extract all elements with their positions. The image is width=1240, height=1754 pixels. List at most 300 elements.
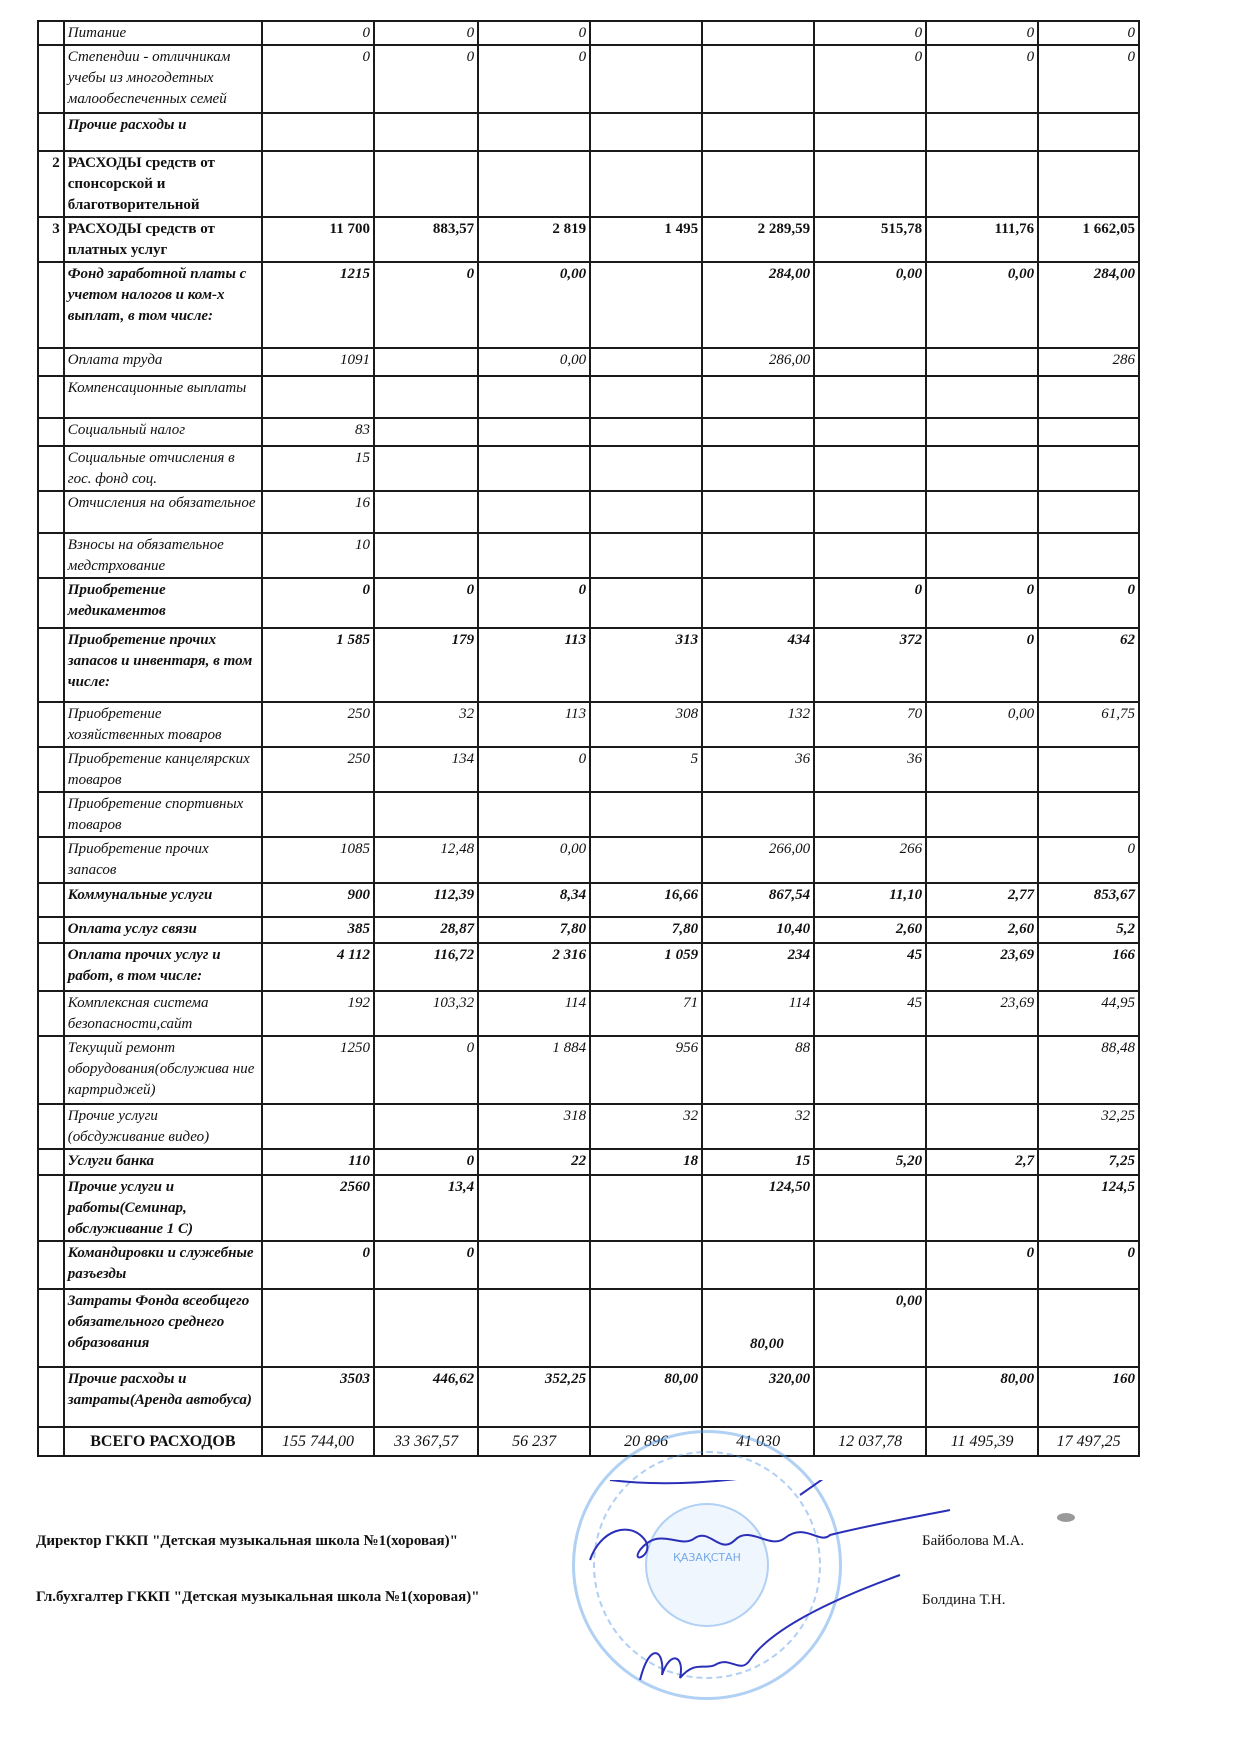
- cell-value: 71: [590, 991, 702, 1036]
- row-label: Приобретение прочих запасов: [64, 837, 262, 883]
- table-row: [38, 418, 1139, 446]
- cell-value: [926, 113, 1038, 151]
- cell-value: 0: [926, 45, 1038, 113]
- cell-value: [374, 491, 478, 533]
- cell-value: [262, 376, 374, 418]
- cell-value: 7,80: [590, 917, 702, 943]
- cell-value: [926, 491, 1038, 533]
- cell-value: 308: [590, 702, 702, 747]
- cell-value: 0: [814, 45, 926, 113]
- cell-value: 83: [262, 418, 374, 446]
- row-number: [38, 113, 64, 151]
- table-row: [38, 1104, 1139, 1149]
- cell-value: 0,00: [478, 262, 590, 348]
- cell-value: 0: [926, 628, 1038, 702]
- cell-value: 515,78: [814, 217, 926, 262]
- cell-value: 0: [262, 21, 374, 45]
- cell-value: 32: [702, 1104, 814, 1149]
- cell-value: [814, 348, 926, 376]
- cell-value: [814, 491, 926, 533]
- cell-value: [590, 837, 702, 883]
- cell-value: [262, 1104, 374, 1149]
- cell-value: [590, 418, 702, 446]
- cell-value: 36: [702, 747, 814, 792]
- cell-value: [590, 21, 702, 45]
- cell-value: [590, 792, 702, 837]
- cell-value: 0: [1038, 1241, 1139, 1289]
- cell-value: 18: [590, 1149, 702, 1175]
- cell-value: 883,57: [374, 217, 478, 262]
- cell-value: 10,40: [702, 917, 814, 943]
- cell-value: 32,25: [1038, 1104, 1139, 1149]
- row-number: [38, 1367, 64, 1427]
- cell-value: [814, 151, 926, 217]
- cell-value: [1038, 446, 1139, 491]
- row-number: [38, 1036, 64, 1104]
- cell-value: [374, 792, 478, 837]
- cell-value: [702, 491, 814, 533]
- table-row: [38, 1036, 1139, 1104]
- cell-value: 0: [262, 45, 374, 113]
- cell-value: 1 059: [590, 943, 702, 991]
- cell-value: 266,00: [702, 837, 814, 883]
- cell-value: 0,00: [814, 262, 926, 348]
- row-label: Текущий ремонт оборудования(обслужива ние картриджей): [64, 1036, 262, 1104]
- cell-value: 32: [374, 702, 478, 747]
- cell-value: 0: [374, 1036, 478, 1104]
- row-number: [38, 446, 64, 491]
- cell-value: [1038, 747, 1139, 792]
- cell-value: 956: [590, 1036, 702, 1104]
- cell-value: [926, 533, 1038, 578]
- row-label: Прочие услуги и работы(Семинар, обслуживание 1 С): [64, 1175, 262, 1241]
- ink-smudge: [1057, 1513, 1075, 1522]
- row-label: Социальный налог: [64, 418, 262, 446]
- cell-value: 16: [262, 491, 374, 533]
- cell-value: [374, 151, 478, 217]
- row-number: [38, 1175, 64, 1241]
- table-row: [38, 917, 1139, 943]
- cell-value: 111,76: [926, 217, 1038, 262]
- row-number: [38, 1289, 64, 1367]
- cell-value: 900: [262, 883, 374, 917]
- cell-value: [814, 533, 926, 578]
- table-row: [38, 262, 1139, 348]
- cell-value: [1038, 792, 1139, 837]
- cell-value: 15: [262, 446, 374, 491]
- total-value: 12 037,78: [814, 1427, 926, 1456]
- cell-value: [702, 418, 814, 446]
- table-row: [38, 578, 1139, 628]
- cell-value: [1038, 151, 1139, 217]
- cell-value: [1038, 418, 1139, 446]
- cell-value: 62: [1038, 628, 1139, 702]
- cell-value: 0: [478, 21, 590, 45]
- cell-value: 80,00: [926, 1367, 1038, 1427]
- row-number: [38, 792, 64, 837]
- cell-value: [374, 348, 478, 376]
- total-value: 20 896: [590, 1427, 702, 1456]
- total-row: [38, 1427, 1139, 1456]
- cell-value: [590, 1289, 702, 1367]
- cell-value: 0: [374, 21, 478, 45]
- cell-value: 2560: [262, 1175, 374, 1241]
- cell-value: [478, 113, 590, 151]
- cell-value: 113: [478, 628, 590, 702]
- cell-value: [590, 348, 702, 376]
- cell-value: 372: [814, 628, 926, 702]
- cell-value: [478, 376, 590, 418]
- table-row: [38, 883, 1139, 917]
- cell-value: [590, 1175, 702, 1241]
- cell-value: [702, 533, 814, 578]
- cell-value: 1 884: [478, 1036, 590, 1104]
- cell-value: 0: [478, 578, 590, 628]
- total-value: 33 367,57: [374, 1427, 478, 1456]
- cell-value: 124,50: [702, 1175, 814, 1241]
- table-row: [38, 446, 1139, 491]
- table-row: [38, 348, 1139, 376]
- row-number: [38, 533, 64, 578]
- cell-value: [478, 491, 590, 533]
- cell-value: 2,60: [814, 917, 926, 943]
- row-label: Услуги банка: [64, 1149, 262, 1175]
- cell-value: 2 289,59: [702, 217, 814, 262]
- cell-value: 0,00: [814, 1289, 926, 1367]
- cell-value: [478, 533, 590, 578]
- cell-value: 1091: [262, 348, 374, 376]
- cell-value: 114: [702, 991, 814, 1036]
- row-label: Оплата труда: [64, 348, 262, 376]
- cell-value: [926, 418, 1038, 446]
- cell-value: 88,48: [1038, 1036, 1139, 1104]
- row-label: Компенсационные выплаты: [64, 376, 262, 418]
- cell-value: 266: [814, 837, 926, 883]
- cell-value: 23,69: [926, 991, 1038, 1036]
- cell-value: 0: [814, 21, 926, 45]
- cell-value: 192: [262, 991, 374, 1036]
- row-label: Затраты Фонда всеобщего обязательного среднего образования: [64, 1289, 262, 1367]
- row-label: Коммунальные услуги: [64, 883, 262, 917]
- table-row: [38, 991, 1139, 1036]
- cell-value: 7,80: [478, 917, 590, 943]
- row-label: Оплата услуг связи: [64, 917, 262, 943]
- cell-value: 867,54: [702, 883, 814, 917]
- row-label: Командировки и служебные разъезды: [64, 1241, 262, 1289]
- cell-value: 234: [702, 943, 814, 991]
- row-number: [38, 21, 64, 45]
- cell-value: [814, 1241, 926, 1289]
- table-row: [38, 113, 1139, 151]
- cell-value: [1038, 491, 1139, 533]
- director-signature: [590, 1510, 950, 1560]
- row-number: [38, 883, 64, 917]
- cell-value: 61,75: [1038, 702, 1139, 747]
- row-number: [38, 628, 64, 702]
- cell-value: [262, 1289, 374, 1367]
- row-number: [38, 1104, 64, 1149]
- cell-value: 22: [478, 1149, 590, 1175]
- row-label: Отчисления на обязательное: [64, 491, 262, 533]
- cell-value: [478, 446, 590, 491]
- row-number: [38, 1427, 64, 1456]
- cell-value: 13,4: [374, 1175, 478, 1241]
- cell-value: 16,66: [590, 883, 702, 917]
- cell-value: [814, 1036, 926, 1104]
- row-number: [38, 837, 64, 883]
- row-label: Социальные отчисления в гос. фонд соц.: [64, 446, 262, 491]
- cell-value: [702, 578, 814, 628]
- table-row: [38, 1241, 1139, 1289]
- cell-value: 4 112: [262, 943, 374, 991]
- cell-value: 15: [702, 1149, 814, 1175]
- cell-value: 103,32: [374, 991, 478, 1036]
- cell-value: [814, 1367, 926, 1427]
- cell-value: 0: [926, 1241, 1038, 1289]
- table-row: [38, 1149, 1139, 1175]
- row-label: Степендии - отличникам учебы из многодетных малообеспеченных семей: [64, 45, 262, 113]
- cell-value: [590, 446, 702, 491]
- cell-value: [374, 446, 478, 491]
- cell-value: [590, 1241, 702, 1289]
- cell-value: [478, 1241, 590, 1289]
- row-number: [38, 348, 64, 376]
- table-row: [38, 376, 1139, 418]
- cell-value: [590, 262, 702, 348]
- cell-value: 179: [374, 628, 478, 702]
- cell-value: 0: [374, 262, 478, 348]
- cell-value: 0,00: [478, 837, 590, 883]
- cell-value: 2 819: [478, 217, 590, 262]
- cell-value: 318: [478, 1104, 590, 1149]
- row-number: [38, 1241, 64, 1289]
- cell-value: 385: [262, 917, 374, 943]
- total-value: 17 497,25: [1038, 1427, 1139, 1456]
- total-value: 41 030: [702, 1427, 814, 1456]
- cell-value: 80,00: [590, 1367, 702, 1427]
- cell-value: 1215: [262, 262, 374, 348]
- cell-value: [262, 151, 374, 217]
- table-row: [38, 45, 1139, 113]
- row-label: Взносы на обязательное медстрхование: [64, 533, 262, 578]
- row-label: Прочие услуги (обсдуживание видео): [64, 1104, 262, 1149]
- cell-value: 5: [590, 747, 702, 792]
- table-row: [38, 792, 1139, 837]
- cell-value: 284,00: [1038, 262, 1139, 348]
- cell-value: 0: [1038, 45, 1139, 113]
- cell-value: 2,60: [926, 917, 1038, 943]
- cell-value: 88: [702, 1036, 814, 1104]
- row-number: [38, 262, 64, 348]
- cell-value: 114: [478, 991, 590, 1036]
- row-number: [38, 418, 64, 446]
- cell-value: [702, 45, 814, 113]
- cell-value: [702, 792, 814, 837]
- stamp-text: ҚАЗАҚСТАН: [673, 1551, 741, 1564]
- row-label: Приобретение медикаментов: [64, 578, 262, 628]
- cell-value: [478, 151, 590, 217]
- cell-value: [702, 151, 814, 217]
- row-number: [38, 376, 64, 418]
- cell-value: [478, 418, 590, 446]
- cell-value: 134: [374, 747, 478, 792]
- row-number: [38, 943, 64, 991]
- row-number: [38, 702, 64, 747]
- row-label: Питание: [64, 21, 262, 45]
- accountant-name: Болдина Т.Н.: [922, 1592, 1006, 1608]
- cell-value: 0: [1038, 21, 1139, 45]
- row-label: Фонд заработной платы с учетом налогов и ком-х выплат, в том числе:: [64, 262, 262, 348]
- cell-value: 1 662,05: [1038, 217, 1139, 262]
- row-label: Приобретение хозяйственных товаров: [64, 702, 262, 747]
- cell-value: [374, 376, 478, 418]
- cell-value: [926, 792, 1038, 837]
- cell-value: 0: [926, 21, 1038, 45]
- cell-value: 12,48: [374, 837, 478, 883]
- cell-value: [814, 446, 926, 491]
- row-number: [38, 45, 64, 113]
- expense-table: [37, 20, 1140, 1457]
- table-row: [38, 533, 1139, 578]
- row-label: Приобретение прочих запасов и инвентаря, в том числе:: [64, 628, 262, 702]
- table-row: [38, 1175, 1139, 1241]
- cell-value: 0,00: [478, 348, 590, 376]
- cell-value: 0,00: [926, 262, 1038, 348]
- cell-value: 0: [478, 45, 590, 113]
- cell-value: [1038, 533, 1139, 578]
- cell-value: 11,10: [814, 883, 926, 917]
- table-body: [38, 21, 1139, 1456]
- row-label: Комплексная система безопасности,сайт: [64, 991, 262, 1036]
- row-label: Оплата прочих услуг и работ, в том числе:: [64, 943, 262, 991]
- table-row: [38, 491, 1139, 533]
- handwritten-note-value: 80,00: [750, 1336, 784, 1352]
- cell-value: 32: [590, 1104, 702, 1149]
- cell-value: [926, 1289, 1038, 1367]
- cell-value: 0: [926, 578, 1038, 628]
- row-number: 2: [38, 151, 64, 217]
- cell-value: [814, 792, 926, 837]
- table-row: [38, 702, 1139, 747]
- cell-value: 0: [374, 1149, 478, 1175]
- cell-value: 352,25: [478, 1367, 590, 1427]
- table-row: [38, 628, 1139, 702]
- cell-value: 160: [1038, 1367, 1139, 1427]
- row-label: Приобретение спортивных товаров: [64, 792, 262, 837]
- cell-value: [702, 446, 814, 491]
- cell-value: 166: [1038, 943, 1139, 991]
- cell-value: [1038, 376, 1139, 418]
- cell-value: [926, 1036, 1038, 1104]
- cell-value: 0: [814, 578, 926, 628]
- cell-value: 446,62: [374, 1367, 478, 1427]
- cell-value: 284,00: [702, 262, 814, 348]
- total-value: 56 237: [478, 1427, 590, 1456]
- cell-value: [374, 533, 478, 578]
- cell-value: [590, 113, 702, 151]
- cell-value: [262, 113, 374, 151]
- cell-value: 112,39: [374, 883, 478, 917]
- table-row: [38, 1367, 1139, 1427]
- cell-value: 0: [1038, 578, 1139, 628]
- cell-value: 5,20: [814, 1149, 926, 1175]
- cell-value: 28,87: [374, 917, 478, 943]
- total-value: 11 495,39: [926, 1427, 1038, 1456]
- cell-value: [374, 1104, 478, 1149]
- cell-value: [814, 113, 926, 151]
- director-name: Байболова М.А.: [922, 1533, 1025, 1549]
- cell-value: 0,00: [926, 702, 1038, 747]
- cell-value: [478, 1289, 590, 1367]
- cell-value: [814, 376, 926, 418]
- cell-value: [926, 446, 1038, 491]
- row-label: Приобретение канцелярских товаров: [64, 747, 262, 792]
- cell-value: [926, 747, 1038, 792]
- row-label: РАСХОДЫ средств от платных услуг: [64, 217, 262, 262]
- cell-value: 0: [374, 578, 478, 628]
- cell-value: [590, 491, 702, 533]
- cell-value: [702, 376, 814, 418]
- cell-value: [926, 1104, 1038, 1149]
- cell-value: 250: [262, 747, 374, 792]
- table-row: [38, 943, 1139, 991]
- cell-value: 3503: [262, 1367, 374, 1427]
- table-row: [38, 747, 1139, 792]
- cell-value: [1038, 113, 1139, 151]
- table-row: [38, 1289, 1139, 1367]
- cell-value: 2,77: [926, 883, 1038, 917]
- cell-value: [926, 837, 1038, 883]
- cell-value: 2,7: [926, 1149, 1038, 1175]
- cell-value: 36: [814, 747, 926, 792]
- accountant-title: Гл.бухгалтер ГККП "Детская музыкальная школа №1(хоровая)": [36, 1589, 480, 1605]
- cell-value: [814, 418, 926, 446]
- cell-value: 124,5: [1038, 1175, 1139, 1241]
- cell-value: [590, 376, 702, 418]
- cell-value: 0: [262, 1241, 374, 1289]
- row-label: РАСХОДЫ средств от спонсорской и благотворительной: [64, 151, 262, 217]
- cell-value: 853,67: [1038, 883, 1139, 917]
- signature-loop: [610, 1480, 850, 1495]
- cell-value: 45: [814, 991, 926, 1036]
- cell-value: 44,95: [1038, 991, 1139, 1036]
- row-number: [38, 747, 64, 792]
- cell-value: [702, 1289, 814, 1367]
- cell-value: [590, 45, 702, 113]
- cell-value: [1038, 1289, 1139, 1367]
- cell-value: 0: [262, 578, 374, 628]
- cell-value: [590, 533, 702, 578]
- cell-value: [814, 1104, 926, 1149]
- cell-value: [478, 1175, 590, 1241]
- row-label: Прочие расходы и: [64, 113, 262, 151]
- cell-value: 10: [262, 533, 374, 578]
- cell-value: [590, 151, 702, 217]
- row-number: [38, 991, 64, 1036]
- cell-value: [926, 348, 1038, 376]
- cell-value: 70: [814, 702, 926, 747]
- row-number: [38, 1149, 64, 1175]
- cell-value: 1 585: [262, 628, 374, 702]
- cell-value: 8,34: [478, 883, 590, 917]
- cell-value: 320,00: [702, 1367, 814, 1427]
- row-number: [38, 491, 64, 533]
- cell-value: [926, 151, 1038, 217]
- cell-value: 1250: [262, 1036, 374, 1104]
- cell-value: [374, 113, 478, 151]
- cell-value: 0: [374, 45, 478, 113]
- cell-value: 5,2: [1038, 917, 1139, 943]
